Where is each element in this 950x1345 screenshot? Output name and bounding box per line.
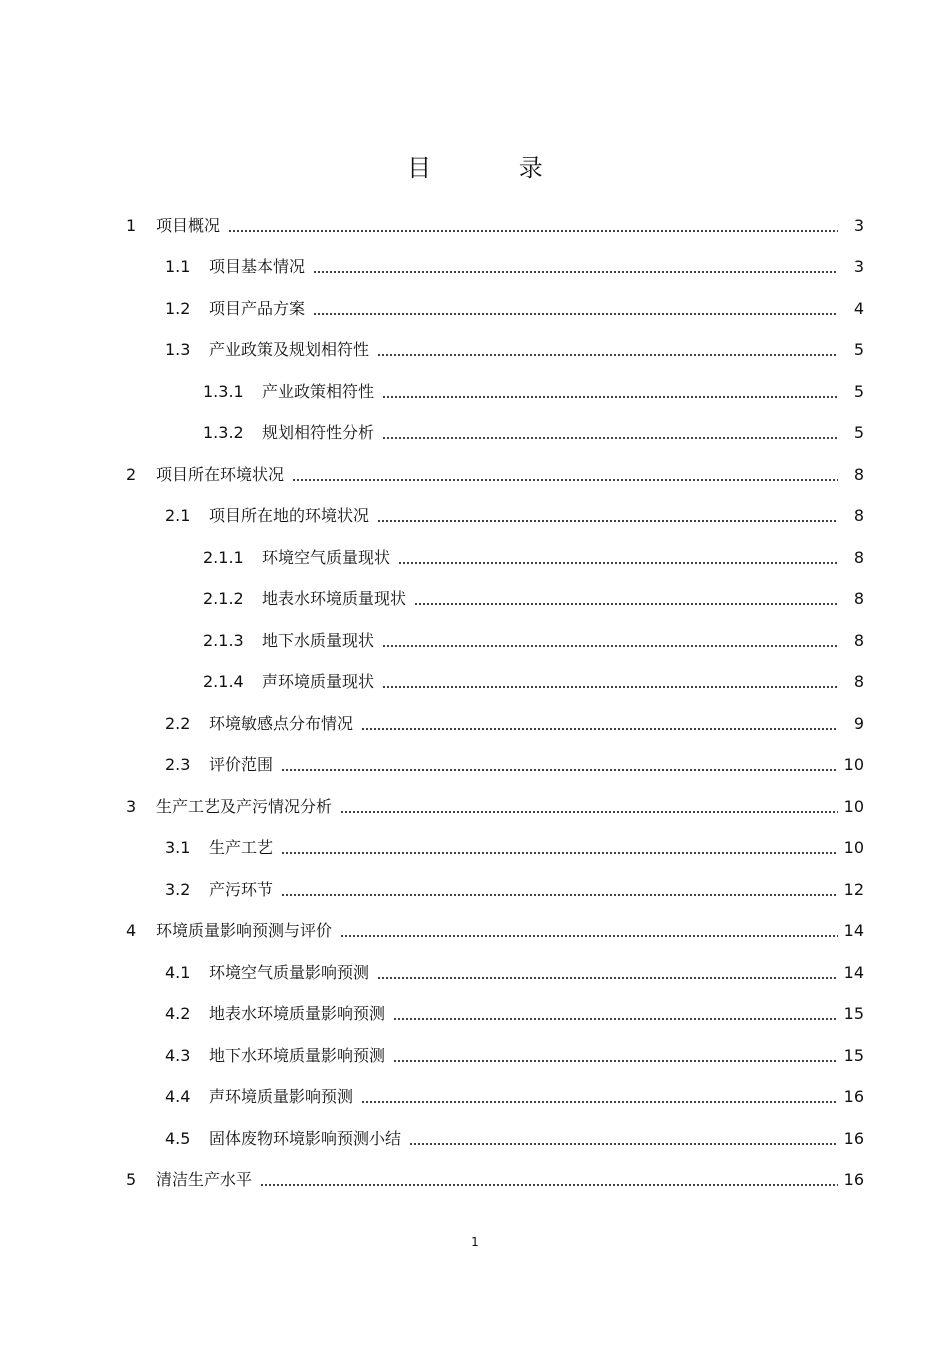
toc-entry-page: 5	[853, 340, 864, 360]
toc-entry-page: 8	[853, 630, 864, 650]
dot-leader	[377, 353, 838, 357]
toc-entry-title: 地下水环境质量影响预测	[209, 1045, 386, 1065]
toc-entry[interactable]	[0, 662, 950, 704]
toc-entry-page: 4	[853, 298, 864, 318]
toc-entry-number: 4	[126, 921, 137, 941]
toc-entry-title: 清洁生产水平	[156, 1170, 253, 1190]
toc-entry-number: 1	[126, 215, 137, 235]
toc-entry-number: 2.1.2	[203, 589, 244, 609]
toc-entry-number: 3.2	[165, 879, 191, 899]
toc-entry-title: 地下水质量现状	[262, 630, 375, 650]
toc-entry[interactable]	[0, 205, 950, 247]
toc-entry-title: 环境空气质量影响预测	[209, 962, 370, 982]
toc-entry[interactable]	[0, 413, 950, 455]
dot-leader	[393, 1059, 838, 1063]
toc-entry-page: 14	[843, 921, 864, 941]
dot-leader	[377, 976, 838, 980]
toc-entry-page: 10	[843, 755, 864, 775]
toc-entry-title: 地表水环境质量影响预测	[209, 1004, 386, 1024]
toc-entry-number: 1.3.2	[203, 423, 244, 443]
toc-entry-title: 产业政策及规划相符性	[209, 340, 370, 360]
dot-leader	[281, 768, 838, 772]
toc-entry[interactable]	[0, 537, 950, 579]
toc-entry-page: 10	[843, 796, 864, 816]
toc-entry-page: 8	[853, 464, 864, 484]
dot-leader	[260, 1183, 838, 1187]
toc-entry-page: 9	[853, 713, 864, 733]
toc-entry[interactable]	[0, 1160, 950, 1202]
dot-leader	[313, 270, 838, 274]
dot-leader	[414, 602, 838, 606]
dot-leader	[228, 229, 838, 233]
toc-entry-title: 声环境质量影响预测	[209, 1087, 354, 1107]
toc-entry-number: 5	[126, 1170, 137, 1190]
toc-entry-number: 4.4	[165, 1087, 191, 1107]
toc-entry[interactable]	[0, 454, 950, 496]
toc-entry[interactable]	[0, 579, 950, 621]
toc-entry[interactable]	[0, 869, 950, 911]
toc-entry-title: 地表水环境质量现状	[262, 589, 407, 609]
dot-leader	[382, 395, 838, 399]
toc-entry[interactable]	[0, 1035, 950, 1077]
toc-entry-title: 环境敏感点分布情况	[209, 713, 354, 733]
toc-entry-number: 2.2	[165, 713, 191, 733]
dot-leader	[281, 893, 838, 897]
toc-entry-page: 16	[843, 1170, 864, 1190]
toc-entry-number: 2.1.3	[203, 630, 244, 650]
toc-title: 目 录	[407, 154, 583, 182]
toc-entry-number: 3	[126, 796, 137, 816]
toc-entry-title: 生产工艺	[209, 838, 274, 858]
toc-entry-number: 4.5	[165, 1128, 191, 1148]
toc-entry-title: 项目产品方案	[209, 298, 306, 318]
toc-entry-page: 8	[853, 506, 864, 526]
toc-entry-title: 项目所在地的环境状况	[209, 506, 370, 526]
toc-entry-page: 15	[843, 1004, 864, 1024]
toc-entry[interactable]	[0, 911, 950, 953]
dot-leader	[292, 478, 838, 482]
toc-entry-page: 10	[843, 838, 864, 858]
toc-entry[interactable]	[0, 1118, 950, 1160]
table-of-contents	[0, 205, 950, 1201]
toc-entry-title: 项目概况	[156, 215, 221, 235]
toc-entry-title: 环境质量影响预测与评价	[156, 921, 333, 941]
toc-entry-number: 1.3.1	[203, 381, 244, 401]
toc-entry[interactable]	[0, 496, 950, 538]
toc-entry-number: 3.1	[165, 838, 191, 858]
toc-entry-page: 15	[843, 1045, 864, 1065]
toc-entry-number: 4.2	[165, 1004, 191, 1024]
dot-leader	[398, 561, 838, 565]
toc-entry-title: 生产工艺及产污情况分析	[156, 796, 333, 816]
toc-entry-page: 8	[853, 672, 864, 692]
toc-entry[interactable]	[0, 1077, 950, 1119]
page-number: 1	[471, 1235, 479, 1249]
toc-entry[interactable]	[0, 620, 950, 662]
dot-leader	[313, 312, 838, 316]
toc-entry-number: 2	[126, 464, 137, 484]
dot-leader	[409, 1142, 838, 1146]
toc-entry[interactable]	[0, 371, 950, 413]
toc-entry-page: 3	[853, 215, 864, 235]
toc-entry-title: 声环境质量现状	[262, 672, 375, 692]
toc-entry[interactable]	[0, 330, 950, 372]
dot-leader	[393, 1017, 838, 1021]
dot-leader	[340, 810, 838, 814]
toc-entry[interactable]	[0, 786, 950, 828]
toc-entry[interactable]	[0, 745, 950, 787]
toc-entry-title: 项目所在环境状况	[156, 464, 285, 484]
toc-entry-title: 环境空气质量现状	[262, 547, 391, 567]
toc-entry-number: 1.3	[165, 340, 191, 360]
dot-leader	[281, 851, 838, 855]
toc-entry-title: 产污环节	[209, 879, 274, 899]
dot-leader	[377, 519, 838, 523]
dot-leader	[382, 644, 838, 648]
toc-entry[interactable]	[0, 952, 950, 994]
toc-entry-title: 产业政策相符性	[262, 381, 375, 401]
toc-entry-number: 1.2	[165, 298, 191, 318]
toc-entry-page: 16	[843, 1087, 864, 1107]
toc-entry[interactable]	[0, 288, 950, 330]
dot-leader	[361, 1100, 838, 1104]
toc-entry-number: 4.3	[165, 1045, 191, 1065]
toc-entry-page: 14	[843, 962, 864, 982]
toc-entry-title: 固体废物环境影响预测小结	[209, 1128, 402, 1148]
toc-entry-title: 评价范围	[209, 755, 274, 775]
dot-leader	[382, 436, 838, 440]
toc-entry-number: 4.1	[165, 962, 191, 982]
toc-entry[interactable]	[0, 247, 950, 289]
toc-entry-page: 5	[853, 423, 864, 443]
toc-entry-page: 16	[843, 1128, 864, 1148]
toc-entry-page: 5	[853, 381, 864, 401]
toc-entry-number: 1.1	[165, 257, 191, 277]
dot-leader	[340, 934, 838, 938]
toc-entry[interactable]	[0, 828, 950, 870]
dot-leader	[361, 727, 838, 731]
toc-entry-page: 8	[853, 547, 864, 567]
toc-entry-page: 8	[853, 589, 864, 609]
toc-entry-number: 2.1	[165, 506, 191, 526]
toc-entry-number: 2.3	[165, 755, 191, 775]
toc-entry-page: 3	[853, 257, 864, 277]
toc-entry-number: 2.1.1	[203, 547, 244, 567]
toc-entry-title: 项目基本情况	[209, 257, 306, 277]
toc-entry-title: 规划相符性分析	[262, 423, 375, 443]
toc-entry[interactable]	[0, 703, 950, 745]
dot-leader	[382, 685, 838, 689]
toc-entry-number: 2.1.4	[203, 672, 244, 692]
toc-entry[interactable]	[0, 994, 950, 1036]
toc-entry-page: 12	[843, 879, 864, 899]
